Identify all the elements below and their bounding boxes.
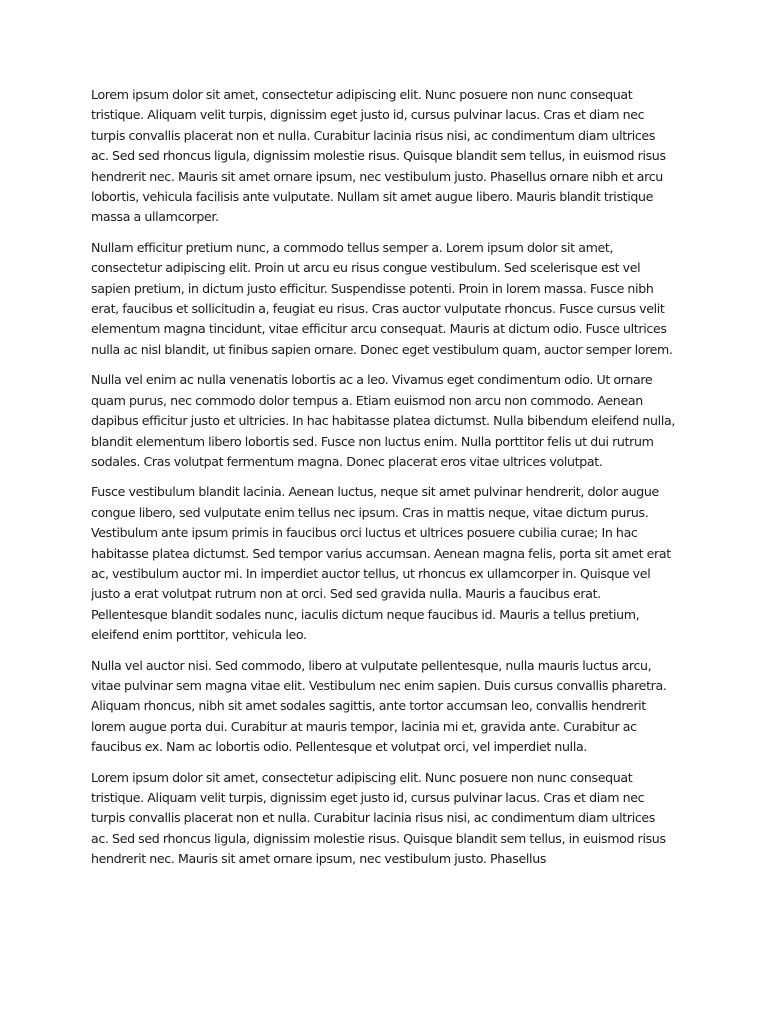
paragraph-1: Lorem ipsum dolor sit amet, consectetur adipiscing elit. Nunc posuere non nunc consequat tristique. Aliquam velit turpis, dignissim eget justo id, cursus pulvinar lacus. Cras et diam nec turpis convallis placerat non et nulla. Curabitur lacinia risus nisi, ac condimentum diam ultrices ac. Sed sed rhoncus ligula, dignissim molestie risus. Quisque blandit sem tellus, in euismod risus hendrerit nec. Mauris sit amet ornare ipsum, nec vestibulum justo. Phasellus ornare nibh et arcu lobortis, vehicula facilisis ante vulputate. Nullam sit amet augue libero. Mauris blandit tristique massa a ullamcorper. [91,87,666,225]
paragraph-4: Fusce vestibulum blandit lacinia. Aenean luctus, neque sit amet pulvinar hendrerit, dolor augue congue libero, sed vulputate enim tellus nec ipsum. Cras in mattis neque, vitae dictum purus. Vestibulum ante ipsum primis in faucibus orci luctus et ultrices posuere cubilia curae; In hac habitasse platea dictumst. Sed tempor varius accumsan. Aenean magna felis, porta sit amet erat ac, vestibulum auctor mi. In imperdiet auctor tellus, ut rhoncus ex ullamcorper in. Quisque vel justo a erat volutpat rutrum non at orci. Sed sed gravida nulla. Mauris a faucibus erat. Pellentesque blandit sodales nunc, iaculis dictum neque faucibus id. Mauris a tellus pretium, eleifend enim porttitor, vehicula leo. [91,484,671,643]
paragraph-5: Nulla vel auctor nisi. Sed commodo, libero at vulputate pellentesque, nulla mauris luctus arcu, vitae pulvinar sem magna vitae elit. Vestibulum nec enim sapien. Duis cursus convallis pharetra. Aliquam rhoncus, nibh sit amet sodales sagittis, ante tortor accumsan leo, convallis hendrerit lorem augue porta dui. Curabitur at mauris tempor, lacinia mi et, gravida ante. Curabitur ac faucibus ex. Nam ac lobortis odio. Pellentesque et volutpat orci, vel imperdiet nulla. [91,657,667,755]
paragraph-3: Nulla vel enim ac nulla venenatis lobortis ac a leo. Vivamus eget condimentum odio. Ut ornare quam purus, nec commodo dolor tempus a. Etiam euismod non arcu non commodo. Aenean dapibus efficitur justo et ultricies. In hac habitasse platea dictumst. Nulla bibendum eleifend nulla, blandit elementum libero lobortis sed. Fusce non luctus enim. Nulla porttitor felis ut dui rutrum sodales. Cras volutpat fermentum magna. Donec placerat eros vitae ultrices volutpat. [91,372,675,469]
document-page [91,85,676,935]
paragraph-2: Nullam efficitur pretium nunc, a commodo tellus semper a. Lorem ipsum dolor sit amet, consectetur adipiscing elit. Proin ut arcu eu risus congue vestibulum. Sed scelerisque est vel sapien pretium, in dictum justo efficitur. Suspendisse potenti. Proin in lorem massa. Fusce nibh erat, faucibus et sollicitudin a, feugiat eu risus. Cras auctor vulputate rhoncus. Fusce cursus velit elementum magna tincidunt, vitae efficitur arcu consequat. Mauris at dictum odio. Fusce ultrices nulla ac nisl blandit, ut finibus sapien ornare. Donec eget vestibulum quam, auctor semper lorem. [91,239,673,357]
paragraph-6: Lorem ipsum dolor sit amet, consectetur adipiscing elit. Nunc posuere non nunc consequat tristique. Aliquam velit turpis, dignissim eget justo id, cursus pulvinar lacus. Cras et diam nec turpis convallis placerat non et nulla. Curabitur lacinia risus nisi, ac condimentum diam ultrices ac. Sed sed rhoncus ligula, dignissim molestie risus. Quisque blandit sem tellus, in euismod risus hendrerit nec. Mauris sit amet ornare ipsum, nec vestibulum justo. Phasellus [91,769,666,867]
